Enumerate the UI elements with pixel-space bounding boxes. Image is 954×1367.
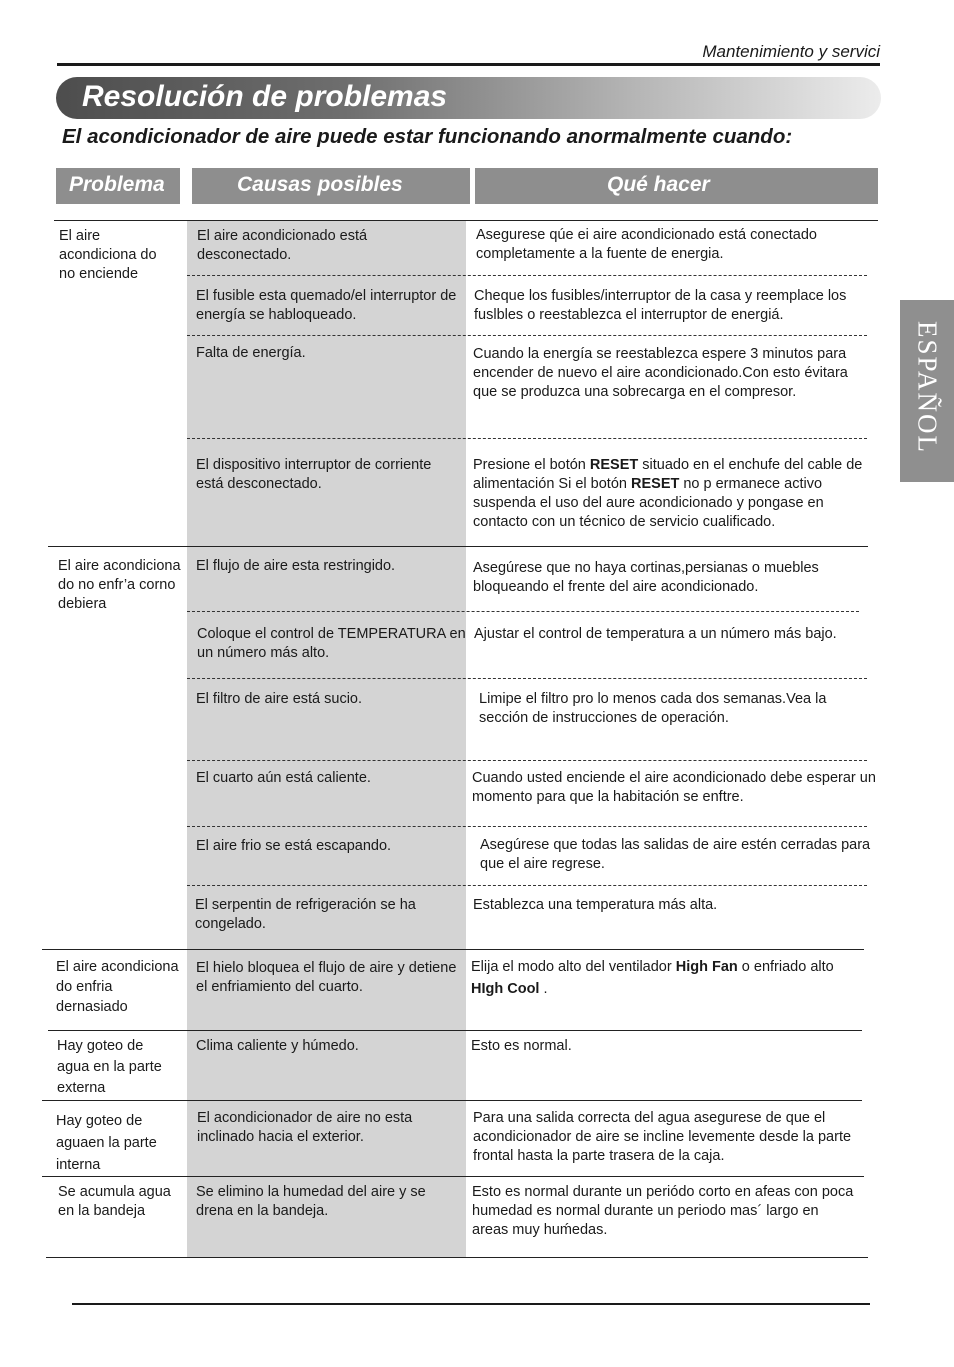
cause-cell: El aire frio se está escapando. [196,838,392,854]
row-separator [48,1030,862,1031]
action-cell [473,456,878,532]
action-text: o enfriado alto [737,959,834,975]
action-cell: Ajustar el control de temperatura a un número más bajo. [474,626,837,642]
cause-cell: El cuarto aún está caliente. [196,770,371,786]
problem-cell: El aire acondiciona do enfria dernasiado [56,959,179,1015]
sub-row-separator [187,760,867,761]
cause-cell: Se elimino la humedad del aire y se drena en la bandeja. [196,1184,426,1219]
cause-cell: El hielo bloquea el flujo de aire y detiene el enfriamiento del cuarto. [196,960,457,995]
mode-label-high-cool: HIgh Cool [471,981,540,997]
cause-cell: El dispositivo interruptor de corriente está desconectado. [196,457,432,492]
action-cell: Esto es normal durante un periódo corto en afeas con poca humedad es normal durante un periodo mas´ largo en areas muy huḿedas. [472,1184,854,1238]
sub-row-separator [187,826,867,827]
column-header-problem [56,168,180,204]
cause-cell: El filtro de aire está sucio. [196,691,363,707]
cause-cell: El serpentin de refrigeración se ha congelado. [195,897,416,932]
problem-cell: Se acumula agua en la bandeja [58,1184,171,1219]
action-text: Elija el modo alto del ventilador [471,959,676,975]
cause-cell: El flujo de aire esta restringido. [196,558,396,574]
sub-row-separator [187,275,867,276]
footer-rule [72,1303,870,1305]
action-cell: Cheque los fusibles/interruptor de la casa y reemplace los fuslbles o reestablezca el interruptor de energiá. [474,288,847,323]
row-separator [48,546,868,547]
cause-cell: El acondicionador de aire no esta inclinado hacia el exterior. [197,1110,413,1145]
sub-row-separator [187,438,867,439]
action-cell [471,956,871,1000]
sub-row-separator [187,885,867,886]
page-title: Resolución de problemas [82,80,448,113]
header-rule [57,63,880,66]
action-cell: Cuando la energía se reestablezca espere 3 minutos para encender de nuevo el aire acondicionado.Con esto évitara que se produzca una sobrecarga en el compresor. [473,346,848,400]
action-text: no p ermanece activo suspenda el uso del aure acondicionado y pongase en contacto con un técnico de servicio cualificado. [473,476,824,530]
action-cell: Asegúrese que todas las salidas de aire estén cerradas para que el aire regrese. [480,837,871,872]
column-header-action [475,168,878,204]
action-cell: Asegúrese que no haya cortinas,persianas o muebles bloqueando el frente del aire acondicionado. [473,560,819,595]
row-separator [42,949,864,950]
mode-label-high-fan: High Fan [675,959,738,975]
action-cell: Cuando usted enciende el aire acondicionado debe esperar un momento para que la habitación se enftre. [472,770,876,805]
cause-band [187,221,466,546]
reset-button-label: RESET [631,476,680,492]
sub-row-separator [187,611,859,612]
sub-row-separator [187,335,867,336]
column-header-causes-label: Causas posibles [237,173,403,196]
action-cell: Esto es normal. [471,1038,572,1054]
sub-row-separator [187,678,867,679]
cause-cell: Clima caliente y húmedo. [196,1038,359,1054]
cause-band [187,547,466,949]
action-text: . [539,981,548,997]
cause-cell: Coloque el control de TEMPERATURA en un número más alto. [197,626,466,661]
page-subtitle: El acondicionador de aire puede estar funcionando anormalmente cuando: [62,125,793,148]
row-separator [54,220,878,221]
column-header-problem-label: Problema [69,173,165,196]
problem-cell: El aire acondiciona do no enfr’a corno debiera [58,558,181,612]
cause-cell: Falta de energía. [196,345,306,361]
action-cell: Limipe el filtro pro lo menos cada dos semanas.Vea la sección de instrucciones de operación. [479,691,827,726]
section-header: Mantenimiento y servici [702,42,880,61]
problem-cell: El aire acondiciona do no enciende [59,228,157,282]
reset-button-label: RESET [589,457,639,473]
problem-cell: Hay goteo de agua en la parte externa [57,1038,162,1096]
language-tab [900,300,954,482]
row-separator [42,1176,864,1177]
title-banner [56,77,881,119]
cause-cell: El fusible esta quemado/el interruptor de energía se habloqueado. [196,288,457,323]
action-text: Presione el botón [473,457,590,473]
action-text: situado en el enchufe del cable de alimentación Si el botón [473,457,863,492]
action-cell: Asegurese qúe ei aire acondicionado está conectado completamente a la fuente de energia. [476,227,817,262]
action-cell: Establezca una temperatura más alta. [473,897,718,913]
column-header-causes [192,168,470,204]
action-cell: Para una salida correcta del agua asegurese de que el acondicionador de aire se incline levemente desde la parte frontal hasta la parte trasera de la caja. [473,1110,852,1164]
row-separator [42,1100,862,1101]
row-separator [46,1257,868,1258]
language-tab-label: ESPAÑOL [912,320,943,455]
problem-cell: Hay goteo de aguaen la parte interna [56,1113,157,1173]
cause-cell: El aire acondicionado está desconectado. [197,228,368,263]
column-header-action-label: Qué hacer [607,173,710,196]
